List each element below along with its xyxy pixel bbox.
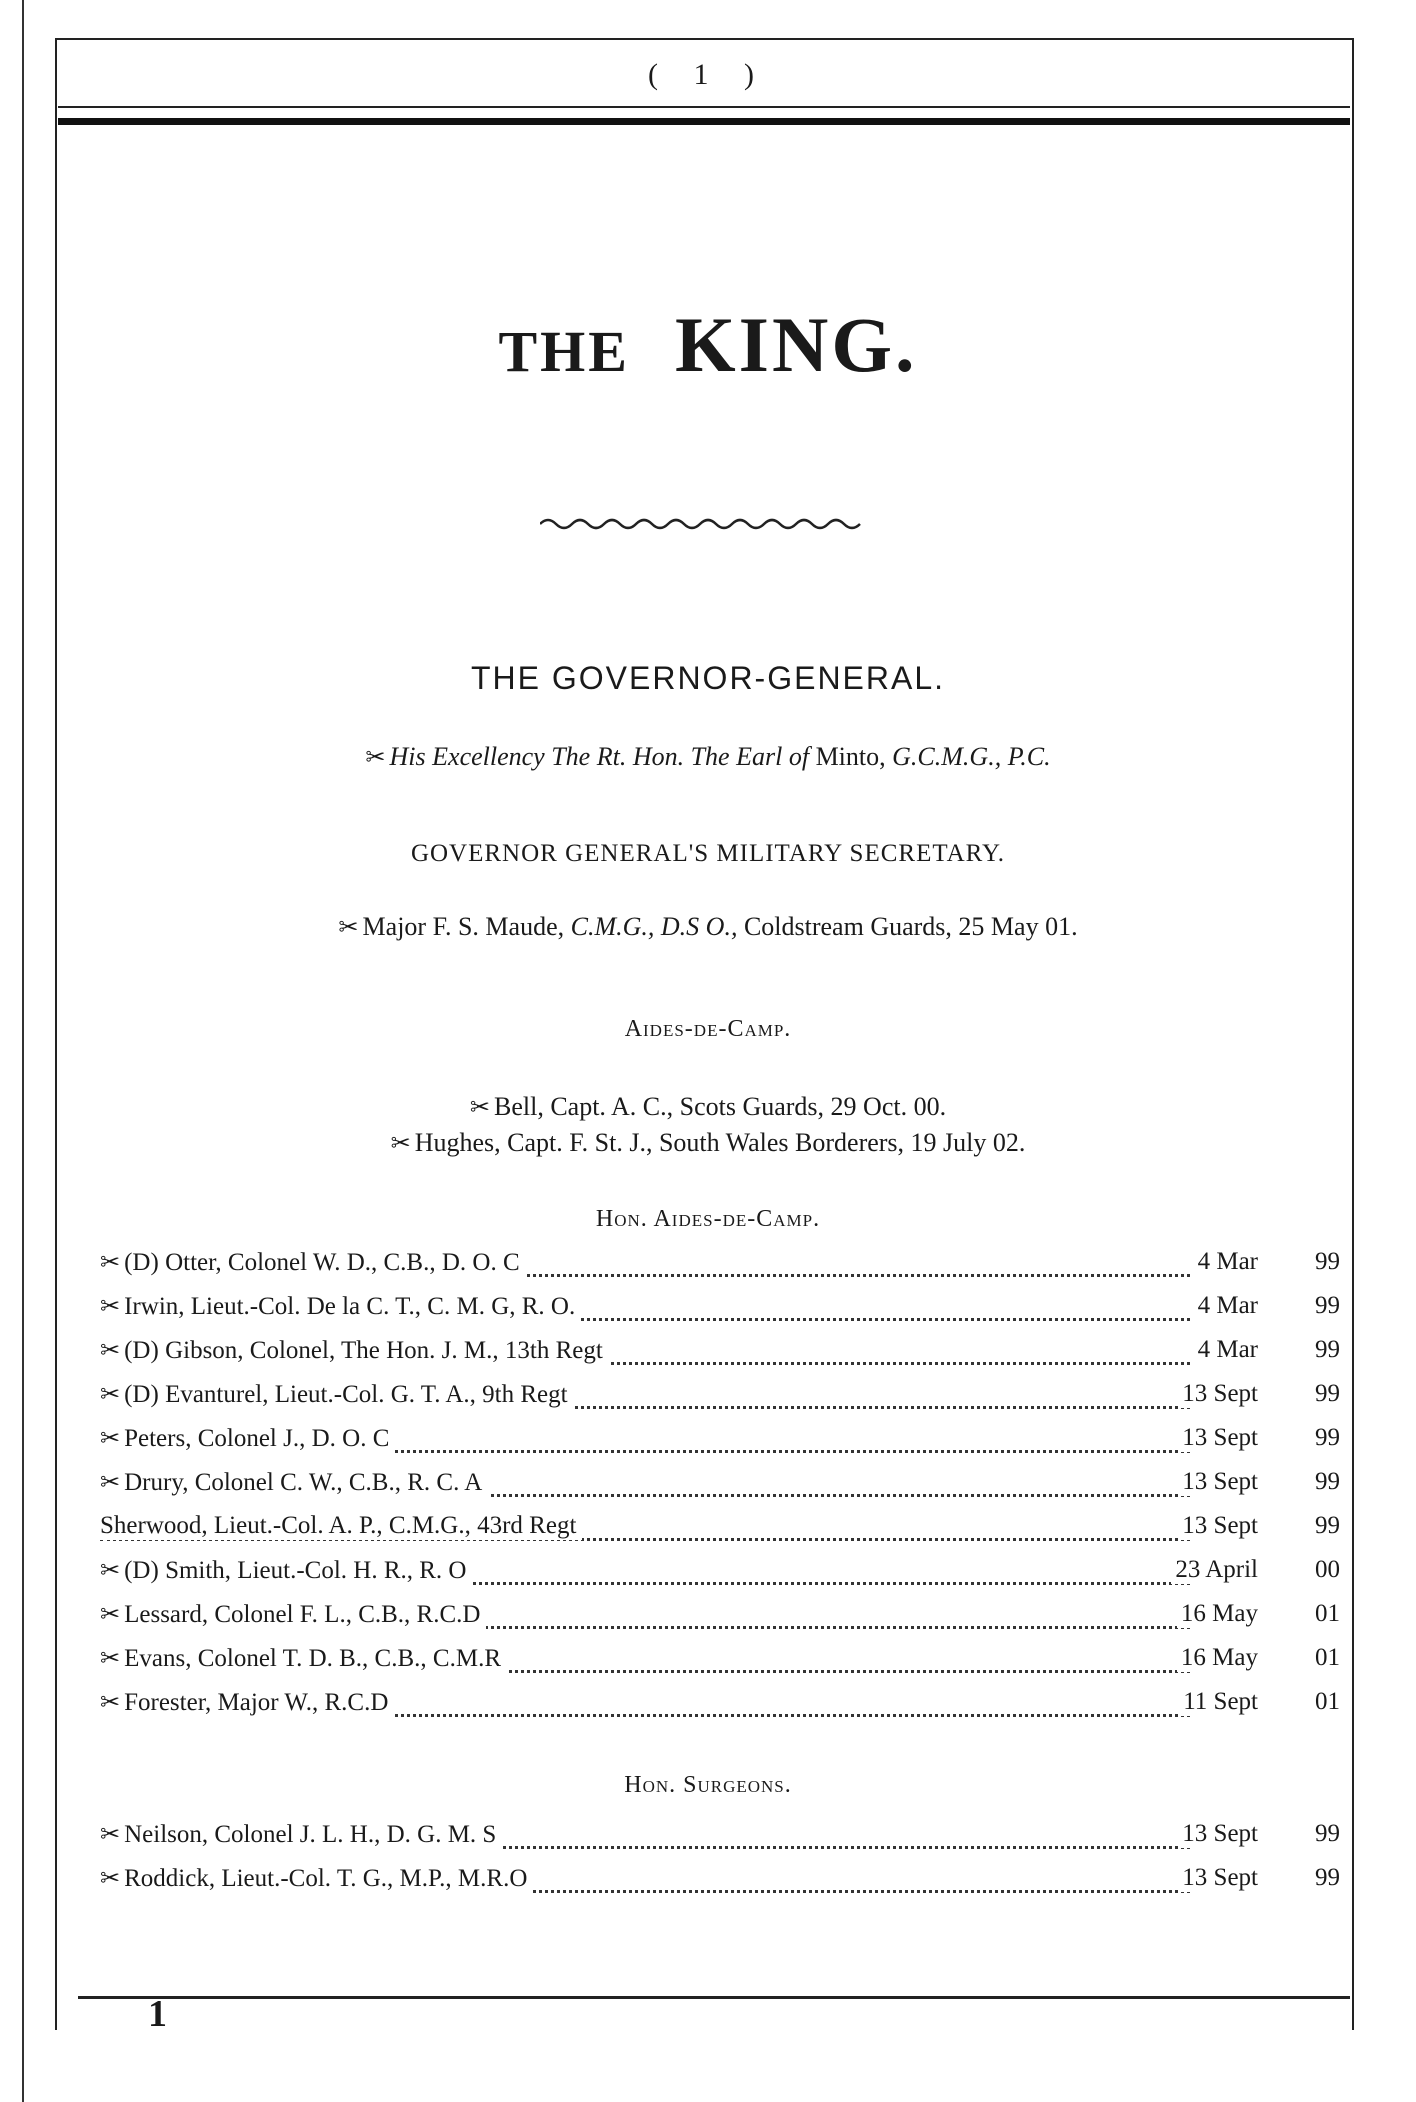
header-rule-thin [58,106,1350,108]
header-rule-thick [58,118,1350,125]
list-item: ✂ (D) Smith, Lieut.-Col. H. R., R. O 23 April 00 [100,1556,1340,1584]
list-item: ✂ Peters, Colonel J., D. O. C 13 Sept 99 [100,1424,1340,1452]
title-first: THE [498,319,630,384]
aide-entry: ✂ Bell, Capt. A. C., Scots Guards, 29 Oct. 00. [469,1092,947,1121]
main-title [0,300,1416,390]
scissors-icon: ✂ [100,1690,121,1716]
list-item: ✂ Evans, Colonel T. D. B., C.B., C.M.R 16 May 01 [100,1644,1340,1672]
list-item: Sherwood, Lieut.-Col. A. P., C.M.G., 43rd Regt 13 Sept 99 [100,1512,1340,1539]
scissors-icon: ✂ [100,1426,121,1452]
scissors-icon: ✂ [469,1095,490,1121]
list-item: ✂ Neilson, Colonel J. L. H., D. G. M. S 13 Sept 99 [100,1820,1340,1848]
military-secretary-heading: GOVERNOR GENERAL'S MILITARY SECRETARY. [410,840,1006,867]
holder-italic: His Excellency The Rt. Hon. The Earl of [389,742,810,771]
governor-general-heading: THE GOVERNOR-GENERAL. [470,660,946,696]
list-item: ✂ Forester, Major W., R.C.D 11 Sept 01 [100,1688,1340,1716]
holder-honours: G.C.M.G., P.C. [892,742,1051,771]
hon-aides-heading: Hon. Aides-de-Camp. [595,1206,821,1232]
ornament-squiggle [540,512,870,532]
list-item: ✂ Drury, Colonel C. W., C.B., R. C. A 13 Sept 99 [100,1468,1340,1496]
scissors-icon: ✂ [338,915,359,941]
list-item: ✂ (D) Evanturel, Lieut.-Col. G. T. A., 9th Regt 13 Sept 99 [100,1380,1340,1408]
holder-name: Minto, [815,742,886,771]
scissors-icon: ✂ [100,1646,121,1672]
secretary-suffix: Coldstream Guards, 25 May 01. [743,912,1078,941]
list-item: ✂ (D) Otter, Colonel W. D., C.B., D. O. C 4 Mar 99 [100,1248,1340,1276]
list-item: ✂ Lessard, Colonel F. L., C.B., R.C.D 16 May 01 [100,1600,1340,1628]
scissors-icon: ✂ [100,1294,121,1320]
scissors-icon: ✂ [100,1338,121,1364]
list-item: ✂ Irwin, Lieut.-Col. De la C. T., C. M. G, R. O. 4 Mar 99 [100,1292,1340,1320]
secretary-prefix: Major F. S. Maude, [362,912,565,941]
list-item: ✂ Roddick, Lieut.-Col. T. G., M.P., M.R.O 13 Sept 99 [100,1864,1340,1892]
list-item: ✂ (D) Gibson, Colonel, The Hon. J. M., 13th Regt 4 Mar 99 [100,1336,1340,1364]
hon-surgeons-heading: Hon. Surgeons. [624,1772,792,1798]
aide-entry: ✂ Hughes, Capt. F. St. J., South Wales Borderers, 19 July 02. [390,1128,1026,1157]
scissors-icon: ✂ [100,1866,121,1892]
secretary-honours: C.M.G., D.S O., [570,912,738,941]
scissors-icon: ✂ [365,745,386,771]
hon-surgeons-list [100,1820,1340,1908]
scissors-icon: ✂ [100,1470,121,1496]
scissors-icon: ✂ [100,1602,121,1628]
signature-number: 1 [148,1993,167,2035]
aides-de-camp-heading: Aides-de-Camp. [624,1016,792,1042]
military-secretary-entry [0,912,1416,942]
hon-aides-list [100,1248,1340,1732]
governor-general-holder [0,742,1416,772]
title-second: KING. [674,301,918,388]
scissors-icon: ✂ [100,1822,121,1848]
bottom-rule [78,1996,1350,1999]
scissors-icon: ✂ [390,1131,411,1157]
scissors-icon: ✂ [100,1558,121,1584]
scissors-icon: ✂ [100,1382,121,1408]
scissors-icon: ✂ [100,1250,121,1276]
page-number: ( 1 ) [648,58,768,91]
